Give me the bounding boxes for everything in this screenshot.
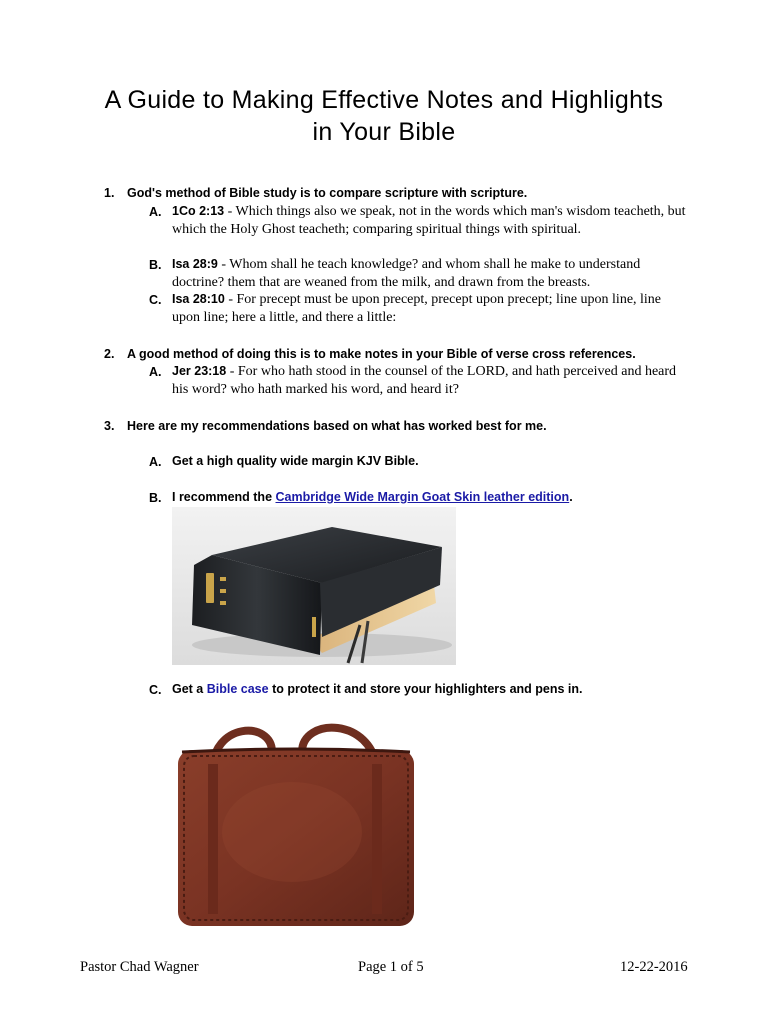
footer-page-number: Page 1 of 5 bbox=[358, 959, 424, 975]
bible-icon bbox=[172, 507, 456, 665]
recommendation-post: . bbox=[569, 490, 573, 504]
section-heading-text: A good method of doing this is to make notes in your Bible of verse cross references. bbox=[127, 347, 636, 361]
section-heading-text: God's method of Bible study is to compare scripture with scripture. bbox=[127, 186, 528, 200]
title-line-1: A Guide to Making Effective Notes and Highlights bbox=[104, 86, 664, 114]
bible-photo bbox=[172, 507, 456, 665]
bible-case-icon bbox=[172, 712, 422, 930]
section-number: 1. bbox=[104, 186, 115, 200]
recommendation-post: to protect it and store your highlighters and pens in. bbox=[268, 682, 583, 696]
list-letter: C. bbox=[149, 293, 162, 307]
footer-author: Pastor Chad Wagner bbox=[80, 959, 199, 975]
section-number: 2. bbox=[104, 347, 115, 361]
section-number: 3. bbox=[104, 419, 115, 433]
list-item bbox=[172, 291, 692, 326]
list-letter: A. bbox=[149, 365, 162, 379]
bible-case-photo bbox=[172, 712, 422, 930]
list-item bbox=[172, 256, 692, 291]
cambridge-bible-link[interactable]: Cambridge Wide Margin Goat Skin leather edition bbox=[275, 490, 570, 504]
scripture-reference: Jer 23:18 bbox=[172, 364, 227, 378]
list-letter: A. bbox=[149, 205, 162, 219]
recommendation-text bbox=[172, 681, 692, 699]
list-item bbox=[172, 363, 692, 398]
title-line-2: in Your Bible bbox=[312, 118, 456, 146]
scripture-reference: 1Co 2:13 bbox=[172, 204, 225, 218]
bible-case-link[interactable]: Bible case bbox=[206, 682, 269, 696]
scripture-text: - Which things also we speak, not in the words which man's wisdom teacheth, but which the Holy Ghost teacheth; comparing spiritual things with spiritual. bbox=[172, 204, 686, 237]
scripture-text: - Whom shall he teach knowledge? and whom shall he make to understand doctrine? them that are weaned from the milk, and drawn from the breasts. bbox=[172, 257, 641, 290]
recommendation-text bbox=[172, 489, 692, 507]
scripture-text: - For precept must be upon precept, precept upon precept; line upon line, line upon line; here a little, and there a little: bbox=[172, 292, 662, 325]
footer-date: 12-22-2016 bbox=[620, 959, 688, 975]
list-letter: B. bbox=[149, 491, 162, 505]
document-title bbox=[40, 84, 728, 148]
scripture-text: - For who hath stood in the counsel of the LORD, and hath perceived and heard his word? who hath marked his word, and heard it? bbox=[172, 364, 677, 397]
scripture-reference: Isa 28:10 bbox=[172, 292, 225, 306]
list-letter: B. bbox=[149, 258, 162, 272]
scripture-reference: Isa 28:9 bbox=[172, 257, 218, 271]
recommendation-pre: Get a bbox=[172, 682, 207, 696]
list-item bbox=[172, 203, 692, 238]
list-letter: C. bbox=[149, 683, 162, 697]
recommendation-text: Get a high quality wide margin KJV Bible. bbox=[172, 454, 419, 468]
list-letter: A. bbox=[149, 455, 162, 469]
recommendation-pre: I recommend the bbox=[172, 490, 276, 504]
section-heading-text: Here are my recommendations based on what has worked best for me. bbox=[127, 419, 547, 433]
